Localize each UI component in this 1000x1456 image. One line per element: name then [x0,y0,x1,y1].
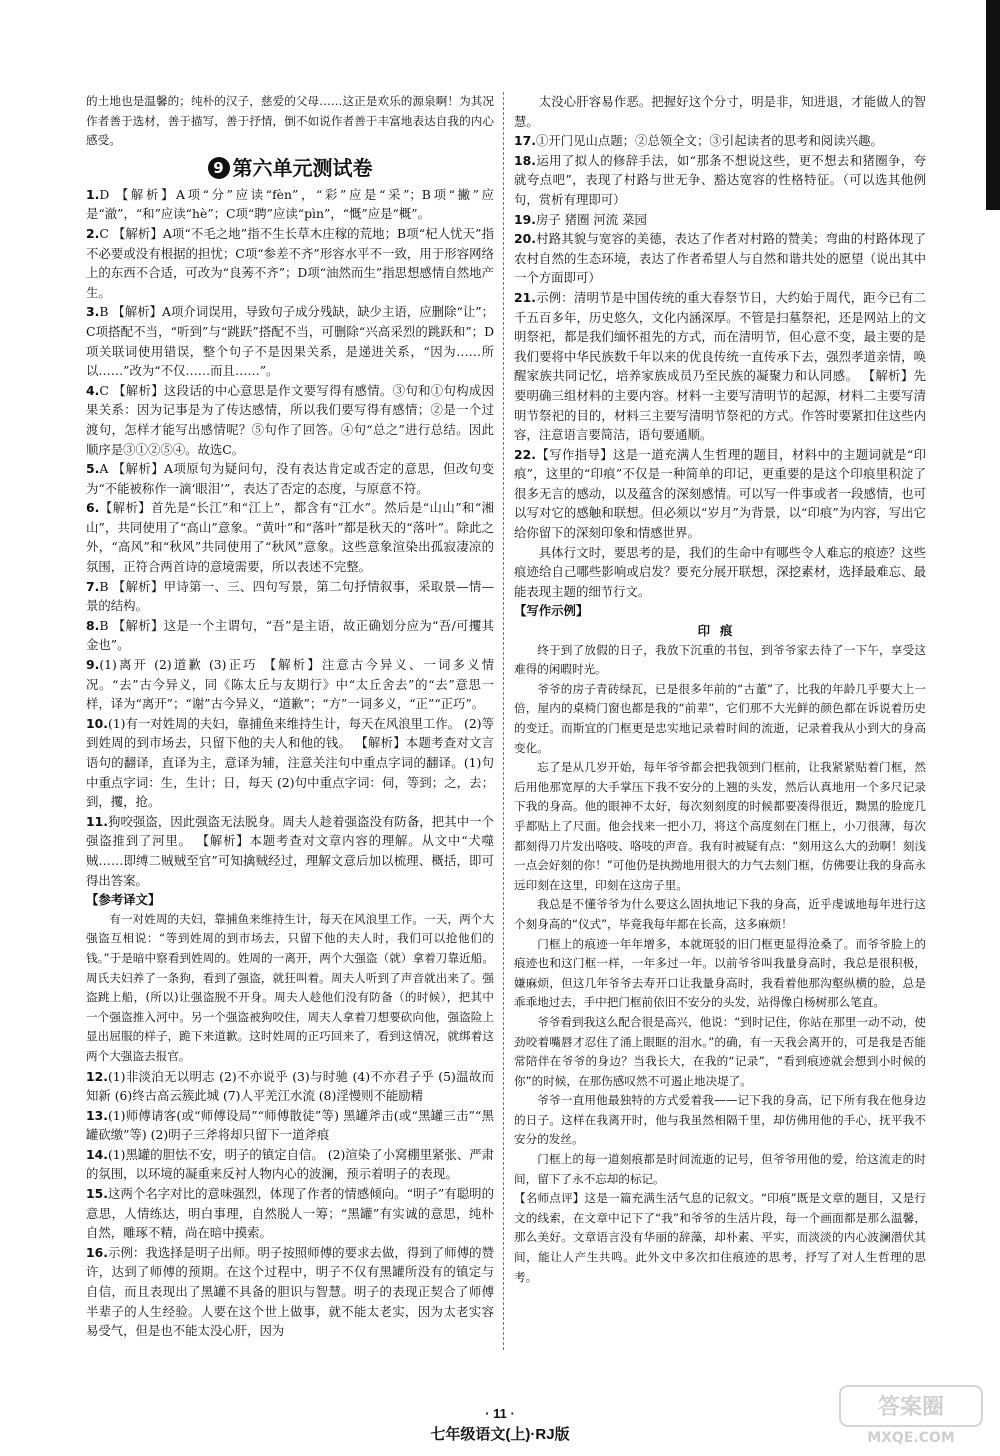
answer-text: (1)有一对姓周的夫妇，靠捕鱼来维持生计，每天在风浪里工作。 (2)等到姓周的到市场去，只留下他的夫人和他的钱。 【解析】本题考查对文言语句的翻译，直译为主，意译为辅，注意关注句中重点字词的翻译。(1)句中重点字词：生，生计；日，每天 (2)句中重点字词：伺，等到；之，去；到，攫，抢。 [86,715,494,810]
answer-number: 9. [86,657,100,673]
unit-heading [86,153,494,183]
essay-paragraph: 爷爷一直用他最独特的方式爱着我——记下我的身高，记下所有我在他身边的日子。这样在我离开时，他与我虽然相隔千里，却仿佛用他的手心，抚平我不安分的发丝。 [514,1093,926,1147]
answer-number: 5. [86,461,100,477]
answer-text: C 【解析】A项“不毛之地”指不生长草木庄稼的荒地；B项“杞人忧天”指不必要或没有根据的担忧；C项“参差不齐”形容水平不一致，用于形容网络上的东西不合适，可改为“良莠不齐”；D项“油然而生”指思想感情自然地产生。 [86,225,494,300]
intro-paragraph: 的土地也是温馨的；纯朴的汉子，慈爱的父母……这正是欢乐的源泉啊！为其况作者善于选材，善于描写，善于抒情，倒不如说作者善于丰富地表达自我的内心感受。 [86,94,494,148]
answer-item [514,229,926,288]
answer-item [514,92,926,131]
essay-paragraph: 爷爷的房子青砖绿瓦，已是很多年前的“古董”了，比我的年龄几乎要大上一倍，屋内的桌椅门窗也都是我的“前辈”，它们那不大光鲜的颜色都在诉说着历史的变迁。而斯宜的门框更是忠实地记录着时间的流逝，记录着我从小到大的身高变化。 [514,681,926,755]
essay-paragraph: 爷爷看到我这么配合很是高兴，他说：“到时记住，你站在那里一动不动，使劲咬着嘴唇才忍住了涌上眼眶的泪水。”的确，有一天我会离开的，可是我是否能常陪伴在爷爷的身边？当我长大，在我的“记录”，“看到痕迹就会想到小时候的你”的时候，在那伤感叹然不可遏止地决堤了。 [514,1014,926,1088]
answer-item [514,151,926,210]
answer-item [86,1145,494,1184]
essay-paragraph: 门框上的痕迹一年年增多，本就斑驳的旧门框更显得沧桑了。而爷爷脸上的痕迹也和这门框一样，一年多过一年。以前爷爷叫我量身高时，我总是很积极，嫌麻烦，但这几年爷爷去寿开口让我量身高时，我看着他那沟壑纵横的脸，总是乖乖地过去，手中把门框前依旧不安分的头发，站得像白杨树那么笔直。 [514,936,926,1010]
watermark-logo [836,1380,986,1448]
answer-item [514,543,926,602]
answer-item [86,1106,494,1145]
right-column [514,92,926,1287]
teacher-comment: 【名师点评】这是一篇充满生活气息的记叙文。“印痕”既是文章的题目，又是行文的线索，在文章中记下了“我”和爷爷的生活片段，每一个画面都是那么温馨，那么美好。文章语言没有华丽的辞藻，却朴素、平实，而淡淡的内心波澜潜伏其间，能让人产生共鸣。此外文中多次扣住痕迹的思考，抒写了对人生哲理的思考。 [514,1191,926,1284]
answer-number: 6. [86,500,100,516]
answer-list-left [86,185,494,890]
answer-text: A 【解析】A项原句为疑问句，没有表达肯定或否定的意思，但改句变为“不能被称作一滴‘眼泪’”，表达了否定的态度，与原意不符。 [86,461,494,496]
essay-paragraph: 我总是不懂爷爷为什么要这么固执地记下我的身高，近乎虔诚地每年进行这个刻身高的“仪式”，毕竟我每年都在长高，这多麻烦！ [514,897,926,931]
answer-text: 房子 猪圈 河流 菜园 [535,211,647,227]
answer-item [514,445,926,543]
answer-number: 4. [86,382,100,398]
answer-text: 这两个名字对比的意味强烈，体现了作者的情感倾向。“明子”有聪明的意思，人情练达，明白事理，自然脱人一筹；“黑罐”有实诚的意思，纯朴自然，雕琢不精，尚在暗中摸索。 [86,1186,494,1241]
answer-number: 12. [86,1068,108,1084]
answer-item [86,714,494,812]
answer-text: D 【解析】A项“分”应读“fèn”，“彩”应是“采”；B项“撇”应是“澈”，“和”应读“hè”；C项“聘”应读“pìn”，“慨”应是“概”。 [86,186,494,222]
answer-item [86,185,494,224]
answer-number: 7. [86,578,100,594]
answer-text: 【写作指导】这是一道充满人生哲理的题目，材料中的主题词就是“印痕”，这里的“印痕”不仅是一种简单的印记，更重要的是这个印痕里积淀了很多无言的感动，以及蕴含的深刻感情。可以写一件事或者一段感情，也可以写对它的感触和联想。但必须以“岁月”为背景，以“印痕”为内容，写出它给你留下的深刻印象和情感世界。 [514,446,926,541]
answer-text: ①开门见山点题；②总领全文；③引起读者的思考和阅读兴趣。 [535,133,883,149]
answer-number: 14. [86,1146,108,1162]
answer-text: 太没心肝容易作恶。把握好这个分寸，明是非，知进退，才能做人的智慧。 [514,94,926,129]
answer-item [86,224,494,302]
unit-number-badge: 9 [208,157,230,179]
watermark-text: 答案圈 [877,1395,945,1420]
answer-number: 11. [86,813,108,829]
answer-text: 狗咬强盗，因此强盗无法脱身。周夫人趁着强盗没有防备，把其中一个强盗推到了河里。 【解析】本题考查对文章内容的理解。从文中“犬噬贼……即缚二贼贼至官”可知擒贼经过，理解文意后加以梳理、概括，即可得出答案。 [86,813,494,888]
answer-number: 8. [86,617,100,633]
answer-item [514,288,926,445]
answer-item [86,1067,494,1106]
answer-item [86,459,494,498]
answer-text: B 【解析】甲诗第一、三、四句写景，第二句抒情叙事，采取景—情—景的结构。 [86,578,494,614]
answer-item [86,302,494,380]
book-edition-label: 七年级语文(上)·RJ版 [430,1426,570,1443]
unit-title: 第六单元测试卷 [232,155,373,180]
answer-item [514,131,926,151]
reference-translation: 有一对姓周的夫妇，靠捕鱼来维持生计，每天在风浪里工作。一天，两个大强盗互相说：“等到姓周的到市场去，只留下他的夫人时，我们可以抢他们的钱。”于是暗中察看到姓周的。姓周的一离开，两个大强盗（就）拿着刀靠近船。周氏夫妇养了一条狗，看到了强盗，就狂叫着。周夫人听到了声音就出来了。强盗跳上船，(所以)让强盗脱不开身。周夫人趁他们没有防备（的时候），把其中一个强盗推入河中。另一个强盗被狗咬住，周夫人拿着刀想要砍向他，强盗险上显出屈服的样子，跪下来道歉。这时姓周的正巧回来了，看到这情况，就绑着这两个大强盗去报官。 [86,911,494,1063]
answer-text: (1)黑罐的胆怯不安，明子的镇定自信。 (2)渲染了小窝棚里紧张、严肃的氛围，以环境的凝重来反衬人物内心的波澜，预示着明子的表现。 [86,1146,494,1182]
answer-item [86,381,494,459]
essay-paragraph: 门框上的每一道刻痕都是时间流逝的记号，但爷爷用他的爱，给这流走的时间，留下了永不忘却的标记。 [514,1152,926,1186]
answer-number: 1. [86,186,100,202]
answer-item [86,1184,494,1243]
answer-list-right [514,92,926,601]
answer-text: B 【解析】A项介词误用，导致句子成分残缺，缺少主语，应删除“让”；C项搭配不当，“听到”与“跳跃”搭配不当，可删除“兴高采烈的跳跃和”；D项关联词使用错误，整个句子不是因果关系，是递进关系，“因为……所以……”改为“不仅……而且……”。 [86,304,494,379]
column-divider [503,92,504,1350]
essay-paragraph: 终于到了放假的日子，我放下沉重的书包，到爷爷家去待了一下午，享受这难得的闲暇时光。 [514,642,926,677]
answer-text: (1)非淡泊无以明志 (2)不亦说乎 (3)与时驰 (4)不亦君子乎 (5)温故而知新 (6)终古高云簇此城 (7)人平羌江水流 (8)淫慢则不能励精 [86,1068,494,1104]
answer-number: 18. [514,152,536,168]
answer-number: 3. [86,304,100,320]
essay-body [514,641,926,1190]
answer-text: 运用了拟人的修辞手法，如“那条不想说这些，更不想去和猪圈争，夸就夸点吧”，表现了村路与世无争、豁达宽容的性格特征。（可以选其他例句，赏析有理即可） [514,152,926,207]
answer-number: 10. [86,715,108,731]
answer-item [86,616,494,655]
answer-number: 21. [514,289,536,305]
left-column [86,92,494,1341]
answer-text: (1)师傅请客(或“师傅设局”“师傅散徒”等) 黑罐斧击(或“黑罐三击”“黑罐砍缴”等) (2)明子三斧将却只留下一道斧痕 [86,1107,494,1143]
answer-number: 22. [514,446,536,462]
answer-text: 具体行文时，要思考的是，我们的生命中有哪些令人难忘的痕迹？这些痕迹给自己哪些影响或启发？要充分展开联想，深挖素材，选择最难忘、最能表现主题的细节行文。 [514,544,926,599]
answer-number: 13. [86,1107,108,1123]
answer-number: 17. [514,133,536,149]
answer-text: 示例：清明节是中国传统的重大春祭节日，大约始于周代，距今已有二千五百多年，历史悠久，文化内涵深厚。不管是扫墓祭祀，还是网站上的文明祭祀，都是我们缅怀祖先的方式，而在清明节，但心意不变，最主要的是我们要将中华民族数千年以来的优良传统一直传承下去，强烈孝道亲情，唤醒家族共同记忆，培养家族成员乃至民族的凝聚力和认同感。 【解析】先要明确三组材料的主要内容。材料一主要写清明节的起源，材料二主要写清明节祭祀的目的，材料三主要写清明节祭祀的方式。作答时要紧扣住这些内容，注意语言要简洁，语句要通顺。 [514,289,926,443]
answer-text: 村路其貌与宽容的美德，表达了作者对村路的赞美；弯曲的村路体现了农村自然的生态环境，表达了作者希望人与自然和谐共处的愿望（说出其中一个方面即可） [514,231,926,286]
answer-number: 20. [514,231,536,247]
answer-item [86,577,494,616]
page-number: · 11 · [485,1406,515,1421]
answer-text: B 【解析】这是一个主谓句，“吾”是主语，故正确划分应为“吾/可攫其金也”。 [86,617,494,653]
answer-text: C 【解析】这段话的中心意思是作文要写得有感情。③句和①句构成因果关系：因为记事是为了传达感情，所以我们要写得有感情；②是一个过渡句，怎样才能写出感情呢？⑤句作了回答。④句“总之”进行总结。因此顺序是③①②⑤④。故选C。 [86,382,494,457]
answer-item [86,1243,494,1341]
answer-item [86,498,494,576]
writing-example-heading: 【写作示例】 [514,603,589,619]
answer-text: 示例：我选择是明子出师。明子按照师傅的要求去做，得到了师傅的赞许，达到了师傅的预期。在这个过程中，明子不仅有黑罐所没有的镇定与自信，而且表现出了黑罐不具备的胆识与智慧。明子的表现正契合了师傅半辈子的人生经验。人要在这个世上做事，就不能太老实，因为太老实容易受气，但是也不能太没心肝，因为 [86,1244,494,1339]
reference-translation-heading: 【参考译文】 [86,892,161,908]
essay-title: 印痕 [697,623,743,639]
answer-number: 16. [86,1244,108,1260]
answer-number: 2. [86,225,100,241]
page-edge-marker [986,0,1000,210]
answer-text: (1)离开 (2)道歉 (3)正巧 【解析】注意古今异义、一词多义情况。“去”古今异义，同《陈太丘与友期行》中“太丘舍去”的“去”意思一样，译为“离开”；“谢”古今异义，“道歉”；“方”一词多义，“正”“正巧”。 [86,657,494,712]
answer-number: 15. [86,1186,108,1202]
answer-item [86,812,494,890]
watermark-url: MXQE.COM [867,1430,955,1446]
answer-number: 19. [514,211,536,227]
answer-item [514,210,926,230]
answer-list-left-continued [86,1067,494,1341]
essay-paragraph: 忘了是从几岁开始，每年爷爷都会把我领到门框前，让我紧紧贴着门框，然后用他那宽厚的大手掌压下我不安分的上翘的头发，然后认真地用一个多尺记录下我的身高。他的眼神不太好，每次刻刻度的时候都要凑得很近，黝黑的脸庞几乎都贴上了尺面。他会找来一把小刀，将这个高度刻在门框上，小刀很薄，每次都刻得刀片发出咯吱、咯吱的声音。我有时被疑有点：“刻用这么大的劲啊！刻浅一点会好刻的你！”可他仍是执拗地用很大的力气去刻门框，仿佛要让我的身高永远印刻在这里，印刻在这房子里。 [514,760,926,892]
answer-text: 【解析】首先是“长江”和“江上”，都含有“江水”。然后是“山山”和“湘山”，共同使用了“高山”意象。“黄叶”和“落叶”都是秋天的“落叶”。除此之外，“高风”和“秋风”共同使用了“秋风”意象。这些意象渲染出孤寂凄凉的氛围，正符合两首诗的意境需要，所以表述不完整。 [86,500,494,575]
answer-item [86,655,494,714]
